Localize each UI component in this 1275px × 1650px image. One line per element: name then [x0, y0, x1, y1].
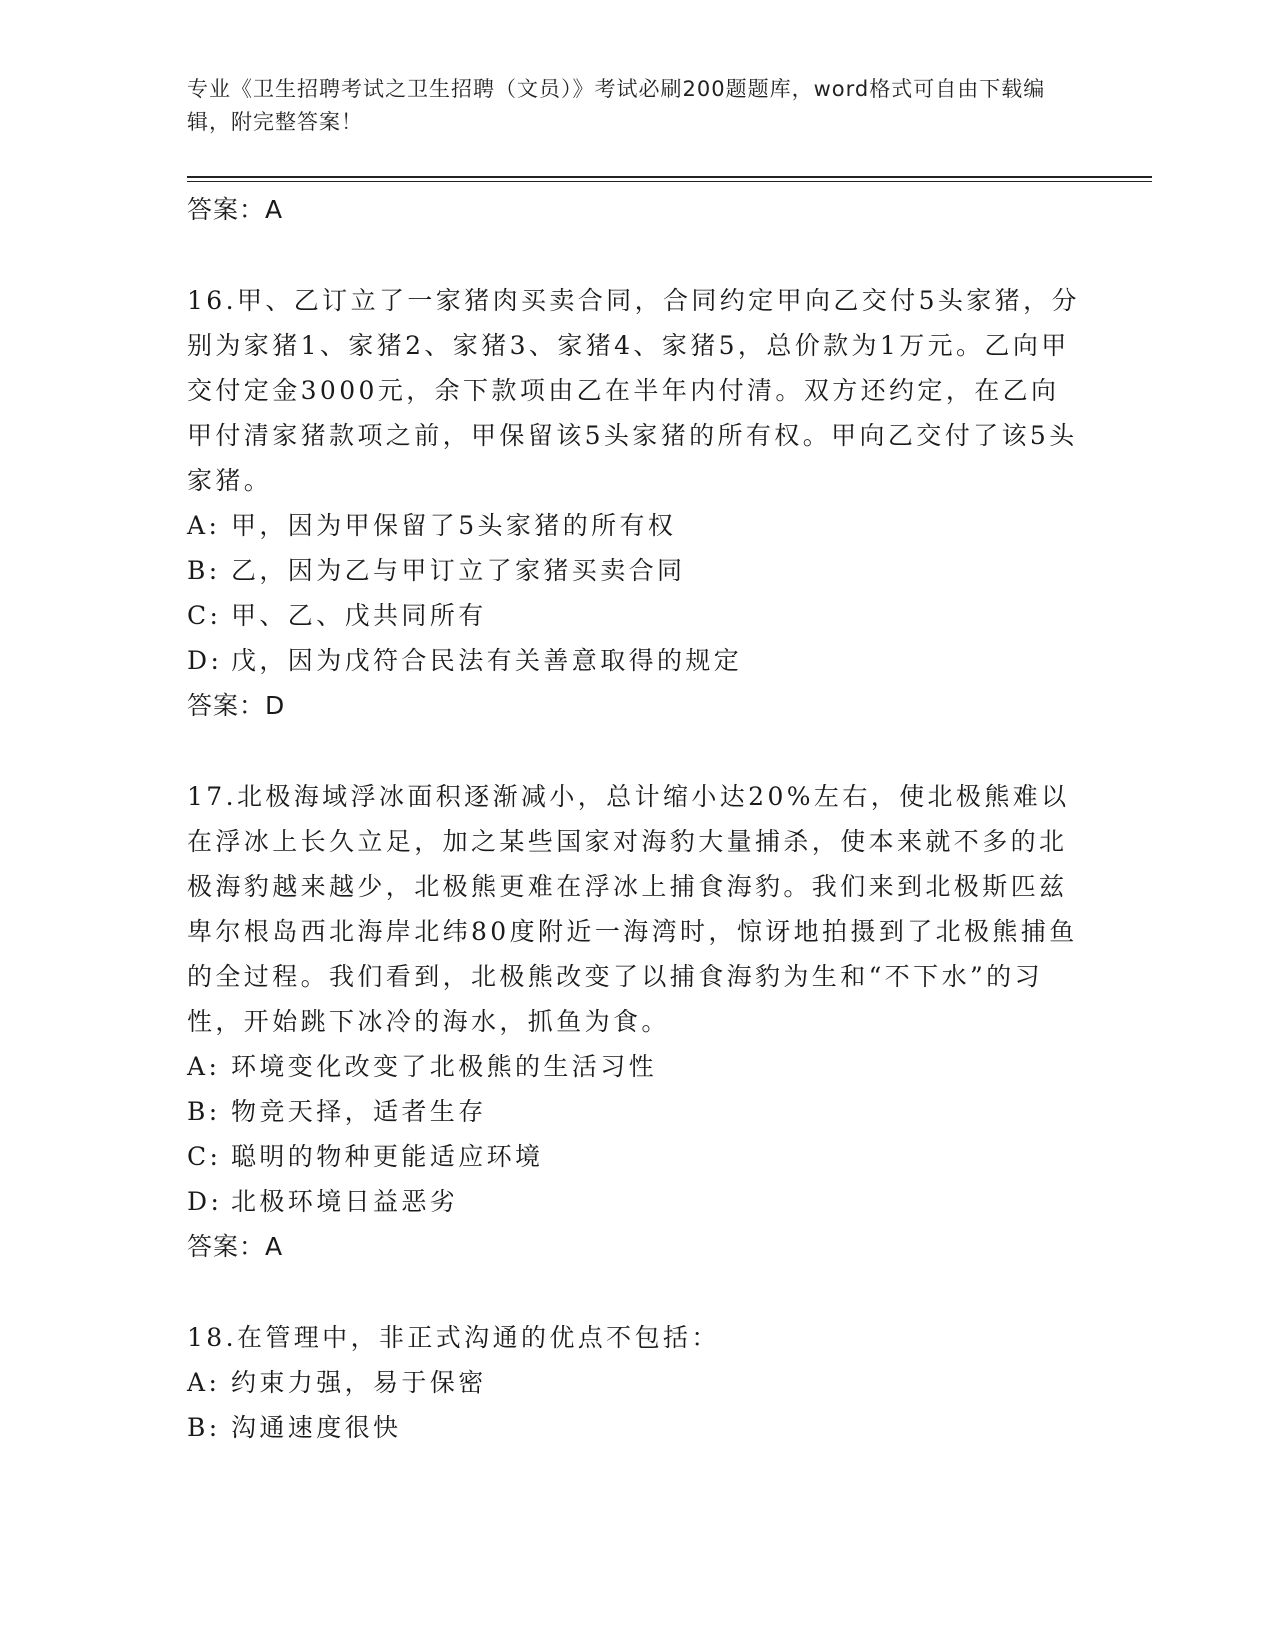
option-a: [187, 1360, 1087, 1405]
option-b: [187, 1405, 1087, 1450]
option-text: 物竞天择，适者生存: [231, 1097, 487, 1126]
option-letter: C:: [187, 1142, 222, 1171]
question-text: 北极海域浮冰面积逐渐减小，总计缩小达20%左右，使北极熊难以在浮冰上长久立足，加之某些国家对海豹大量捕杀，使本来就不多的北极海豹越来越少，北极熊更难在浮冰上捕食海豹。我们来到北极斯匹兹卑尔根岛西北海岸北纬80度附近一海湾时，惊讶地拍摄到了北极熊捕鱼的全过程。我们看到，北极熊改变了以捕食海豹为生和“不下水”的习性，开始跳下冰冷的海水，抓鱼为食。: [187, 782, 1078, 1036]
question-text: 甲、乙订立了一家猪肉买卖合同，合同约定甲向乙交付5头家猪，分别为家猪1、家猪2、家猪3、家猪4、家猪5，总价款为1万元。乙向甲交付定金3000元，余下款项由乙在半年内付清。双方还约定，在乙向甲付清家猪款项之前，甲保留该5头家猪的所有权。甲向乙交付了该5头家猪。: [187, 286, 1080, 495]
question-18: [187, 1315, 1087, 1450]
option-text: 甲、乙、戊共同所有: [231, 601, 487, 630]
option-b: [187, 1089, 1087, 1134]
question-stem: [187, 774, 1087, 1044]
option-letter: D:: [187, 1187, 223, 1216]
question-text: 在管理中，非正式沟通的优点不包括：: [236, 1323, 720, 1352]
option-b: [187, 548, 1087, 593]
option-text: 北极环境日益恶劣: [231, 1187, 459, 1216]
option-a: [187, 1044, 1087, 1089]
header-divider-thin: [187, 181, 1152, 182]
option-letter: B:: [187, 1097, 221, 1126]
option-a: [187, 503, 1087, 548]
question-16: [187, 278, 1087, 728]
header-divider: [187, 176, 1152, 178]
option-text: 约束力强，易于保密: [231, 1368, 487, 1397]
document-body: [187, 187, 1087, 1450]
option-letter: B:: [187, 1413, 221, 1442]
question-stem: [187, 278, 1087, 503]
question-number: 18.: [187, 1323, 237, 1352]
option-c: [187, 1134, 1087, 1179]
question-17: [187, 774, 1087, 1269]
option-letter: C:: [187, 601, 222, 630]
answer-line: 答案：A: [187, 1232, 284, 1261]
option-d: [187, 638, 1087, 683]
option-text: 聪明的物种更能适应环境: [231, 1142, 544, 1171]
option-text: 乙，因为乙与甲订立了家猪买卖合同: [231, 556, 686, 585]
option-letter: A:: [187, 1368, 221, 1397]
option-letter: A:: [187, 511, 221, 540]
option-text: 沟通速度很快: [231, 1413, 402, 1442]
question-number: 17.: [187, 782, 237, 811]
option-letter: D:: [187, 646, 223, 675]
document-header: 专业《卫生招聘考试之卫生招聘（文员）》考试必刷200题题库，word格式可自由下载编辑，附完整答案！: [187, 77, 1046, 134]
option-text: 戊，因为戊符合民法有关善意取得的规定: [231, 646, 743, 675]
question-number: 16.: [187, 286, 237, 315]
question-stem: [187, 1315, 1087, 1360]
option-letter: A:: [187, 1052, 221, 1081]
answer-line: 答案：A: [187, 195, 284, 224]
option-d: [187, 1179, 1087, 1224]
option-text: 环境变化改变了北极熊的生活习性: [231, 1052, 658, 1081]
option-letter: B:: [187, 556, 221, 585]
option-text: 甲，因为甲保留了5头家猪的所有权: [231, 511, 677, 540]
answer-line: 答案：D: [187, 691, 286, 720]
option-c: [187, 593, 1087, 638]
